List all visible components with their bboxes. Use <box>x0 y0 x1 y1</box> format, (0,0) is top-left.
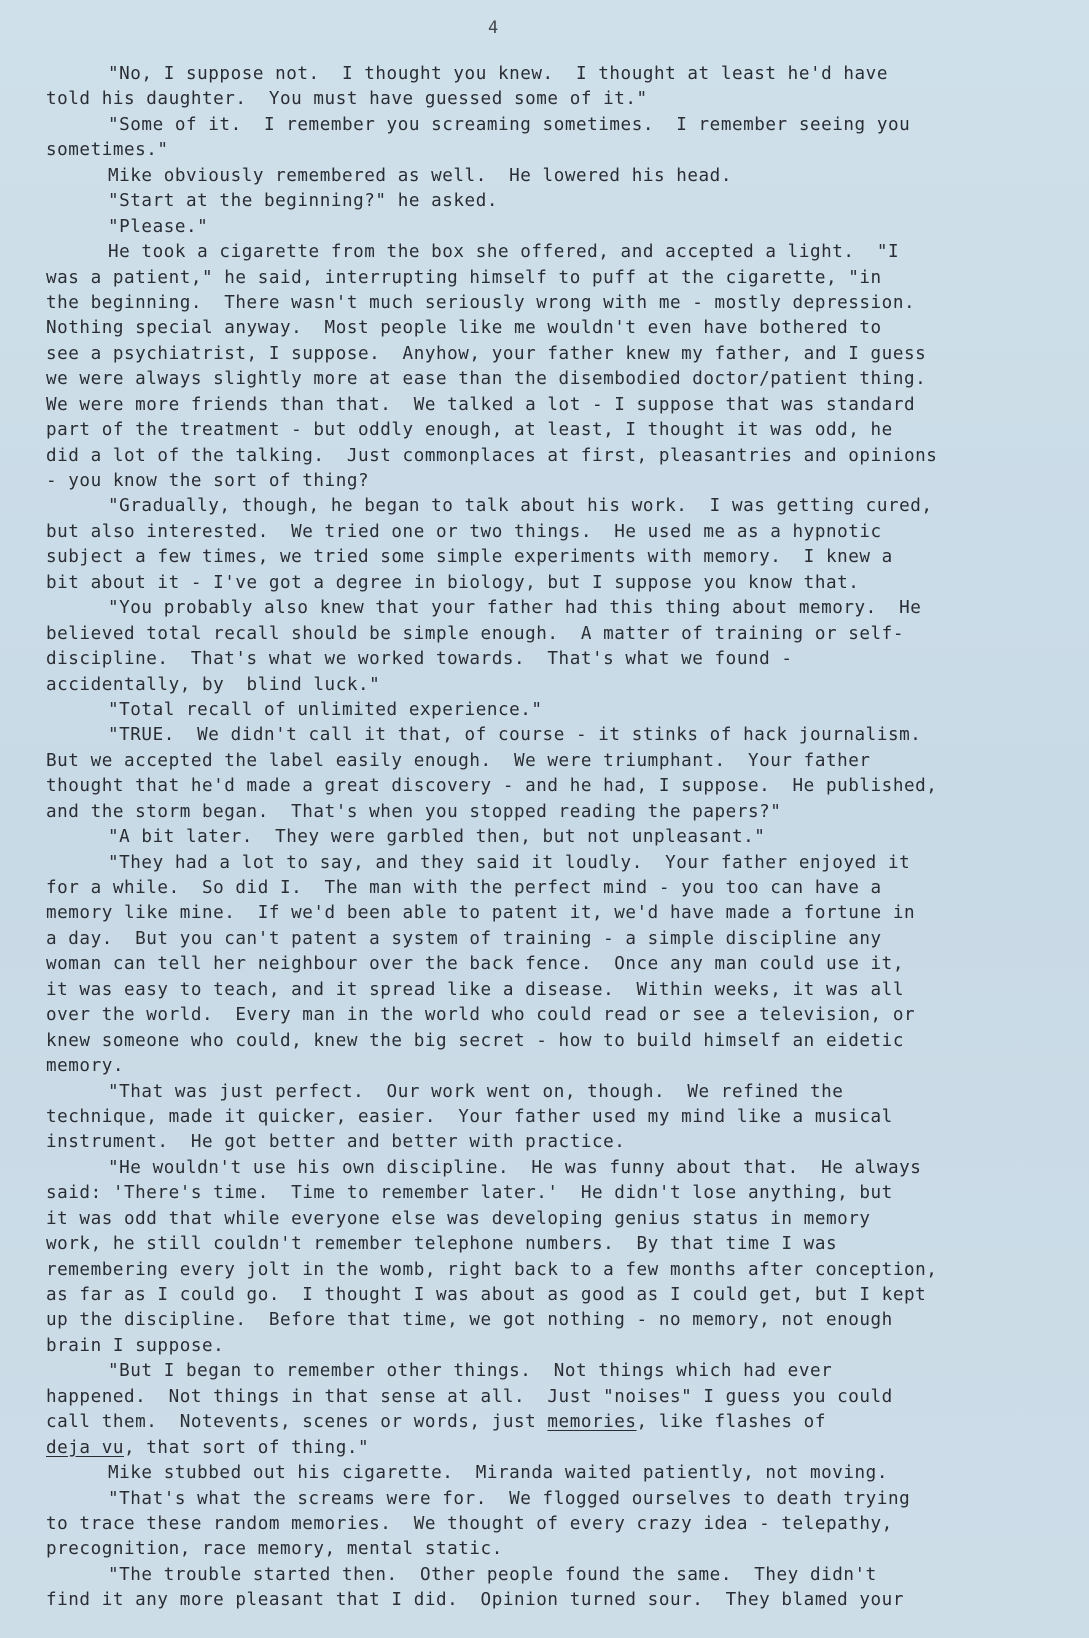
line-text-tail: , that sort of thing." <box>124 1437 370 1458</box>
text-line <box>46 1029 1056 1054</box>
text-line <box>46 316 1056 341</box>
text-line <box>46 749 1056 774</box>
text-line <box>46 87 1056 112</box>
line-text: Mike stubbed out his cigarette. Miranda waited patiently, not moving. <box>108 1463 888 1484</box>
line-text: it was odd that while everyone else was developing genius status in memory <box>46 1208 871 1229</box>
line-text: part of the treatment - but oddly enough, at least, I thought it was odd, he <box>46 420 893 441</box>
line-text: "That was just perfect. Our work went on, though. We refined the <box>108 1081 844 1102</box>
line-text: woman can tell her neighbour over the back fence. Once any man could use it, <box>46 954 904 975</box>
text-line <box>46 952 1056 977</box>
line-text: "Some of it. I remember you screaming sometimes. I remember seeing you <box>108 114 911 135</box>
text-line <box>46 851 1056 876</box>
text-line <box>46 138 1056 163</box>
page-number: 4 <box>488 18 499 38</box>
text-line <box>46 774 1056 799</box>
line-text-tail: , like flashes of <box>636 1412 826 1433</box>
line-text: "That's what the screams were for. We flogged ourselves to death trying <box>108 1488 911 1509</box>
line-text: believed total recall should be simple enough. A matter of training or self- <box>46 623 904 644</box>
line-text: discipline. That's what we worked towards. That's what we found - <box>46 649 793 670</box>
text-line <box>46 520 1056 545</box>
line-text: "He wouldn't use his own discipline. He was funny about that. He always <box>108 1157 922 1178</box>
line-text: "Start at the beginning?" he asked. <box>108 191 498 212</box>
text-line <box>46 393 1056 418</box>
text-line <box>46 189 1056 214</box>
line-text: find it any more pleasant that I did. Opinion turned sour. They blamed your <box>46 1590 904 1611</box>
text-line <box>46 1283 1056 1308</box>
line-text: "But I began to remember other things. Not things which had ever <box>108 1361 833 1382</box>
text-line <box>46 1461 1056 1486</box>
text-line <box>46 494 1056 519</box>
line-text: told his daughter. You must have guessed some of it." <box>46 89 648 110</box>
text-line <box>46 1537 1056 1562</box>
line-text: precognition, race memory, mental static. <box>46 1539 503 1560</box>
text-line <box>46 418 1056 443</box>
line-text: subject a few times, we tried some simple experiments with memory. I knew a <box>46 547 893 568</box>
line-text: "A bit later. They were garbled then, but not unpleasant." <box>108 827 766 848</box>
text-line <box>46 673 1056 698</box>
text-line <box>46 469 1056 494</box>
text-line <box>46 698 1056 723</box>
line-text: over the world. Every man in the world who could read or see a television, or <box>46 1005 916 1026</box>
underlined-text: deja vu <box>46 1437 124 1458</box>
line-text: was a patient," he said, interrupting himself to puff at the cigarette, "in <box>46 267 882 288</box>
text-line <box>46 927 1056 952</box>
line-text: brain I suppose. <box>46 1335 225 1356</box>
line-text: "Please." <box>108 216 209 237</box>
line-text: we were always slightly more at ease than the disembodied doctor/patient thing. <box>46 369 927 390</box>
line-text: sometimes." <box>46 140 169 161</box>
line-text: memory like mine. If we'd been able to patent it, we'd have made a fortune in <box>46 903 916 924</box>
line-text: technique, made it quicker, easier. Your father used my mind like a musical <box>46 1106 893 1127</box>
line-text: instrument. He got better and better with practice. <box>46 1132 626 1153</box>
text-line <box>46 571 1056 596</box>
text-line <box>46 1487 1056 1512</box>
line-text: "Gradually, though, he began to talk about his work. I was getting cured, <box>108 496 933 517</box>
line-text: accidentally, by blind luck." <box>46 674 381 695</box>
text-line <box>46 876 1056 901</box>
text-line <box>46 978 1056 1003</box>
line-text: did a lot of the talking. Just commonplaces at first, pleasantries and opinions <box>46 445 938 466</box>
text-line <box>46 622 1056 647</box>
line-text: We were more friends than that. We talked a lot - I suppose that was standard <box>46 394 916 415</box>
line-text: work, he still couldn't remember telephone numbers. By that time I was <box>46 1234 838 1255</box>
line-text: "Total recall of unlimited experience." <box>108 699 543 720</box>
text-line <box>46 1436 1056 1461</box>
text-line <box>46 1512 1056 1537</box>
line-text: it was easy to teach, and it spread like a disease. Within weeks, it was all <box>46 979 904 1000</box>
text-line <box>46 1588 1056 1613</box>
line-text: see a psychiatrist, I suppose. Anyhow, your father knew my father, and I guess <box>46 343 927 364</box>
text-line <box>46 1054 1056 1079</box>
text-line <box>46 215 1056 240</box>
text-line <box>46 62 1056 87</box>
line-text: as far as I could go. I thought I was about as good as I could get, but I kept <box>46 1285 927 1305</box>
text-line <box>46 1080 1056 1105</box>
text-line <box>46 444 1056 469</box>
text-line <box>46 1105 1056 1130</box>
text-line <box>46 545 1056 570</box>
text-line <box>46 901 1056 926</box>
text-line <box>46 1156 1056 1181</box>
line-text: for a while. So did I. The man with the perfect mind - you too can have a <box>46 878 882 898</box>
line-text: up the discipline. Before that time, we got nothing - no memory, not enough <box>46 1310 893 1331</box>
text-line <box>46 113 1056 138</box>
line-text: "The trouble started then. Other people found the same. They didn't <box>108 1564 877 1585</box>
line-text: bit about it - I've got a degree in biology, but I suppose you know that. <box>46 572 860 593</box>
text-line <box>46 1130 1056 1155</box>
line-text: He took a cigarette from the box she offered, and accepted a light. "I <box>108 242 900 263</box>
text-line <box>46 1232 1056 1257</box>
line-text: memory. <box>46 1056 124 1077</box>
underlined-text: memories <box>547 1412 637 1433</box>
text-line <box>46 800 1056 825</box>
line-text: the beginning. There wasn't much seriously wrong with me - mostly depression. <box>46 292 916 313</box>
line-text: but also interested. We tried one or two things. He used me as a hypnotic <box>46 521 882 542</box>
text-line <box>46 1258 1056 1283</box>
text-line <box>46 291 1056 316</box>
body-text <box>46 62 1056 1614</box>
text-line <box>46 1334 1056 1359</box>
text-line <box>46 367 1056 392</box>
line-text: "No, I suppose not. I thought you knew. I thought at least he'd have <box>108 64 888 84</box>
text-line <box>46 1563 1056 1588</box>
text-line <box>46 1308 1056 1333</box>
text-line <box>46 1359 1056 1384</box>
text-line <box>46 723 1056 748</box>
text-line <box>46 266 1056 291</box>
line-text: But we accepted the label easily enough. We were triumphant. Your father <box>46 750 871 771</box>
line-text: - you know the sort of thing? <box>46 471 370 491</box>
text-line <box>46 342 1056 367</box>
line-text: knew someone who could, knew the big secret - how to build himself an eidetic <box>46 1030 904 1051</box>
text-line <box>46 1385 1056 1410</box>
text-line <box>46 1003 1056 1028</box>
line-text: remembering every jolt in the womb, right back to a few months after conception, <box>46 1259 938 1280</box>
line-text: "They had a lot to say, and they said it loudly. Your father enjoyed it <box>108 852 911 873</box>
line-text: said: 'There's time. Time to remember later.' He didn't lose anything, but <box>46 1183 893 1204</box>
line-text: a day. But you can't patent a system of training - a simple discipline any <box>46 928 882 949</box>
line-text: happened. Not things in that sense at all. Just "noises" I guess you could <box>46 1386 893 1407</box>
text-line <box>46 164 1056 189</box>
text-line <box>46 1207 1056 1232</box>
line-text: "TRUE. We didn't call it that, of course - it stinks of hack journalism. <box>108 725 922 746</box>
line-text: Mike obviously remembered as well. He lowered his head. <box>108 165 732 186</box>
text-line <box>46 240 1056 265</box>
line-text: call them. Notevents, scenes or words, just <box>46 1412 548 1433</box>
text-line <box>46 1410 1056 1435</box>
text-line <box>46 825 1056 850</box>
line-text: Nothing special anyway. Most people like me wouldn't even have bothered to <box>46 318 882 339</box>
text-line <box>46 647 1056 672</box>
line-text: and the storm began. That's when you stopped reading the papers?" <box>46 801 782 822</box>
text-line <box>46 596 1056 621</box>
line-text: to trace these random memories. We thought of every crazy idea - telepathy, <box>46 1513 893 1534</box>
line-text: thought that he'd made a great discovery - and he had, I suppose. He published, <box>46 776 938 797</box>
text-line <box>46 1181 1056 1206</box>
line-text: "You probably also knew that your father had this thing about memory. He <box>108 598 922 619</box>
